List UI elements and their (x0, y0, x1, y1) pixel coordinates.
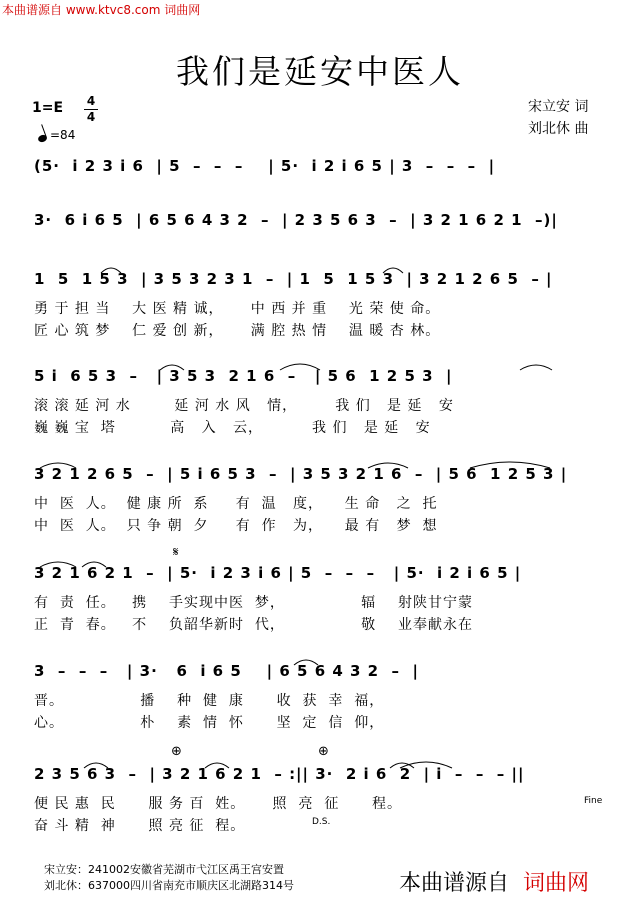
slur-mark (383, 268, 403, 273)
lyric-verse-1: 滚 滚 延 河 水 延 河 水 风 情， 我 们 是 延 安 (34, 398, 454, 414)
fine-mark: Fine (584, 796, 603, 806)
lyric-verse-1: 中 医 人。 健 康 所 系 有 温 度， 生 命 之 托 (34, 496, 438, 512)
slur-mark (368, 463, 408, 468)
coda-sign-1: ⊕ (171, 744, 182, 759)
key-signature: 1=E (32, 100, 64, 116)
song-title: 我们是延安中医人 (176, 52, 464, 91)
notation-line: 2 3 5 6 3 – | 3 2 1 6 2 1 – :|| 3· 2 i 6 2 | i – – – || (34, 765, 525, 783)
lyric-verse-1: 勇 于 担 当 大 医 精 诚， 中 西 并 重 光 荣 使 命。 (34, 301, 441, 317)
notation-line: 3 – – – | 3· 6 i 6 5 | 6 5 6 4 3 2 – | (34, 662, 419, 680)
notation-line: 3· 6 i 6 5 | 6 5 6 4 3 2 – | 2 3 5 6 3 – | 3 2 1 6 2 1 –)| (34, 211, 558, 229)
brand-watermark (399, 866, 589, 897)
slur-mark (205, 763, 229, 768)
lyric-verse-2: 奋 斗 精 神 照 亮 征 程。 (34, 818, 246, 834)
slur-mark (470, 462, 550, 468)
lyric-verse-1: 便 民 惠 民 服 务 百 姓。 照 亮 征 程。 (34, 796, 403, 812)
slur-mark (101, 268, 121, 273)
footer-addresses (44, 862, 294, 894)
slur-mark (520, 365, 552, 370)
coda-sign-2: ⊕ (318, 744, 329, 759)
notation-line: 3 2 1 2 6 5 – | 5 i 6 5 3 – | 3 5 3 2 1 6 – | 5 6 1 2 5 3 | (34, 465, 568, 483)
time-signature-top: 4 (86, 94, 96, 108)
site-watermark: 本曲谱源自 www.ktvc8.com 词曲网 (2, 3, 201, 17)
notation-line: (5· i 2 3 i 6 | 5 – – – | 5· i 2 i 6 5 | 3 – – – | (34, 157, 496, 175)
lyricist-credit: 宋立安 词 (528, 99, 589, 115)
slur-mark (280, 364, 320, 370)
tempo-value: =84 (50, 128, 76, 142)
slur-mark (160, 365, 184, 370)
brand-accent: 词曲网 (523, 871, 590, 896)
composer-credit: 刘北休 曲 (528, 121, 589, 137)
slur-mark (40, 463, 76, 468)
footer-address-lyricist: 宋立安：241002安徽省芜湖市弋江区禹王宫安置 (44, 863, 284, 876)
slur-mark (294, 660, 318, 665)
footer-address-composer: 刘北休：637000四川省南充市顺庆区北湖路314号 (44, 879, 294, 892)
slur-mark (82, 562, 106, 567)
notation-line: 5 i 6 5 3 – | 3 5 3 2 1 6 – | 5 6 1 2 5 3 | (34, 367, 453, 385)
lyric-verse-1: 有 责 任。 携 手实现中医 梦， 辐 射陕甘宁蒙 (34, 595, 473, 611)
lyric-verse-2: 巍 巍 宝 塔 高 入 云， 我 们 是 延 安 (34, 420, 431, 436)
time-signature-bottom: 4 (86, 110, 96, 124)
notation-line: 1 5 1 5 3 | 3 5 3 2 3 1 – | 1 5 1 5 3 | 3 2 1 2 6 5 – | (34, 270, 553, 288)
lyric-verse-2: 匠 心 筑 梦 仁 爱 创 新， 满 腔 热 情 温 暖 杏 林。 (34, 323, 441, 339)
notation-line: 3 2 1 6 2 1 – | 5· i 2 3 i 6 | 5 – – – | 5· i 2 i 6 5 | (34, 564, 522, 582)
lyric-verse-2: 心。 朴 素 情 怀 坚 定 信 仰， (34, 715, 385, 731)
brand-text: 本曲谱源自 (399, 871, 510, 896)
slur-mark (84, 763, 108, 768)
lyric-verse-1: 晋。 播 种 健 康 收 获 幸 福， (34, 693, 385, 709)
slur-mark (40, 562, 76, 567)
ds-mark: D.S. (312, 817, 331, 827)
lyric-verse-2: 正 青 春。 不 负韶华新时 代， 敬 业奉献永在 (34, 617, 473, 633)
slur-mark (400, 762, 452, 768)
lyric-verse-2: 中 医 人。 只 争 朝 夕 有 作 为， 最 有 梦 想 (34, 518, 438, 534)
segno-sign: 𝄋 (173, 545, 179, 560)
